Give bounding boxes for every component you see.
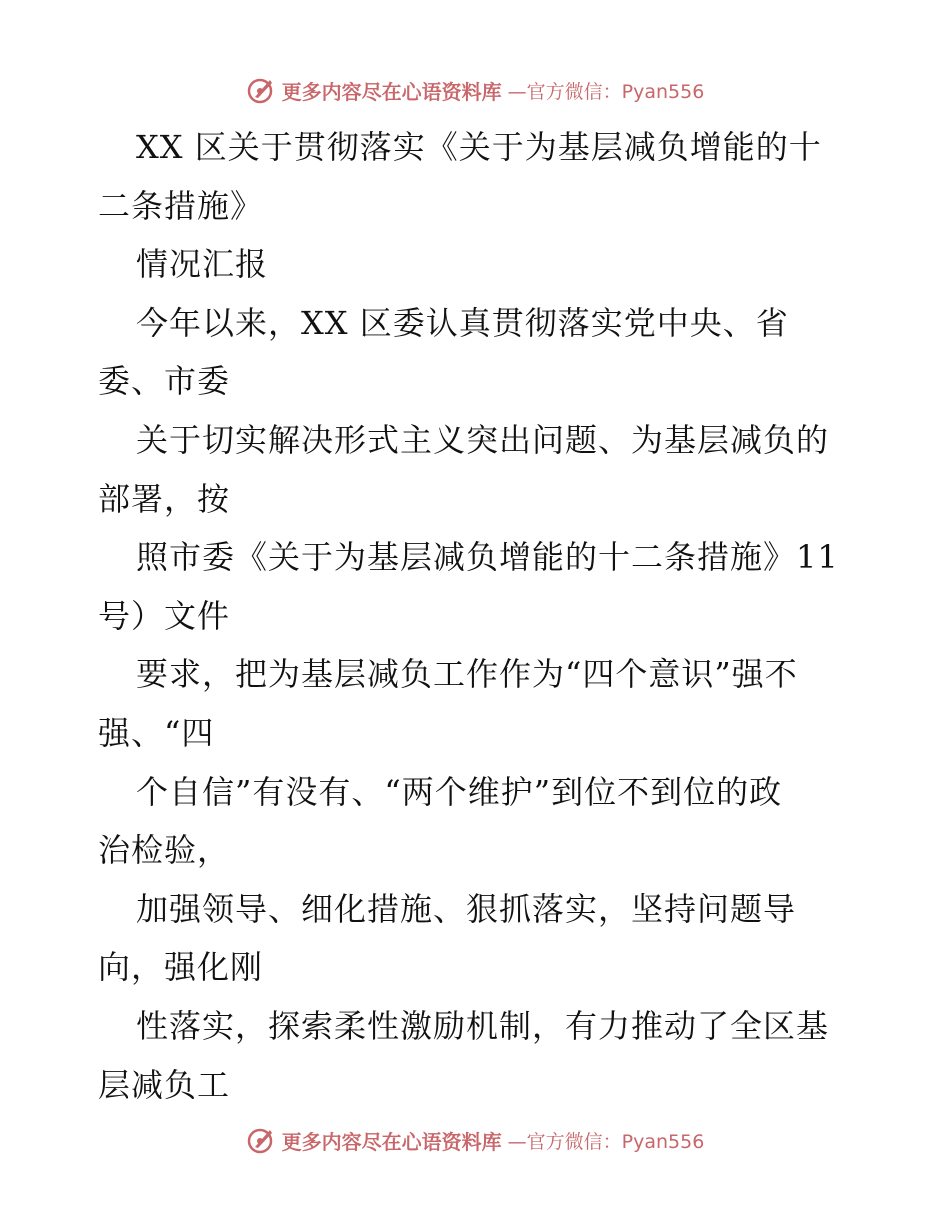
document-line: 今年以来，XX 区委认真贯彻落实党中央、省 — [136, 303, 789, 342]
quill-pen-logo-icon — [246, 75, 276, 105]
document-line: 情况汇报 — [136, 245, 269, 284]
quill-pen-logo-icon — [246, 1125, 276, 1155]
document-line: 治检验， — [98, 831, 231, 870]
document-line: 强、“四 — [98, 713, 215, 752]
promo-text: 更多内容尽在心语资料库 — [281, 79, 502, 104]
promo-text: 更多内容尽在心语资料库 — [281, 1129, 502, 1154]
document-line: 号）文件 — [98, 596, 231, 635]
document-line: 二条措施》 — [98, 186, 264, 225]
document-line: 委、市委 — [98, 362, 231, 401]
footer-watermark-banner — [0, 1120, 950, 1160]
contact-text: —官方微信：Pyan556 — [507, 1130, 705, 1153]
document-line: 个自信”有没有、“两个维护”到位不到位的政 — [136, 772, 783, 811]
document-line: 部署，按 — [98, 479, 231, 518]
document-line: 关于切实解决形式主义突出问题、为基层减负的 — [136, 420, 830, 459]
document-line: XX 区关于贯彻落实《关于为基层减负增能的十 — [136, 128, 822, 166]
document-line: 性落实，探索柔性激励机制，有力推动了全区基 — [136, 1006, 830, 1045]
document-body — [98, 118, 858, 1114]
document-line: 加强领导、细化措施、狠抓落实，坚持问题导 — [136, 889, 797, 928]
document-line: 向，强化刚 — [98, 948, 264, 987]
document-line: 要求，把为基层减负工作作为“四个意识”强不 — [136, 655, 798, 694]
document-line: 照市委《关于为基层减负增能的十二条措施》11 — [136, 538, 839, 577]
contact-text: —官方微信：Pyan556 — [507, 80, 705, 103]
document-line: 层减负工 — [98, 1065, 231, 1104]
header-watermark-banner — [0, 70, 950, 110]
